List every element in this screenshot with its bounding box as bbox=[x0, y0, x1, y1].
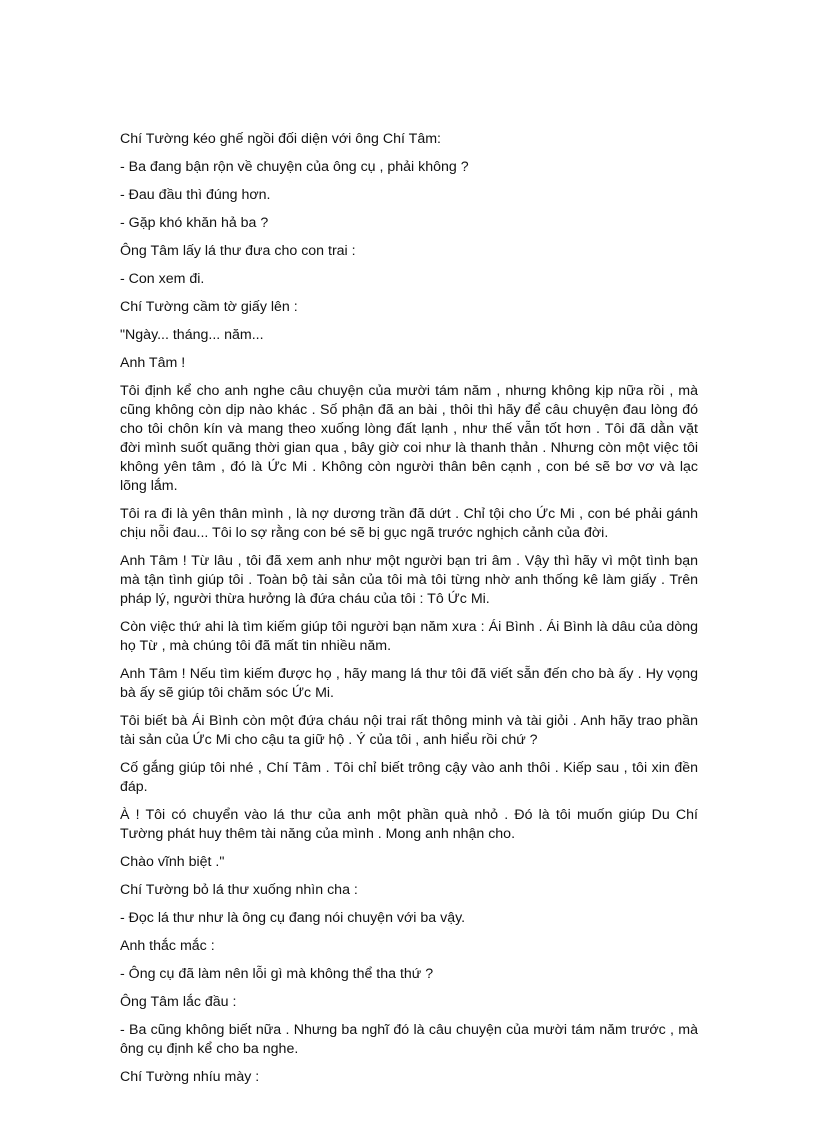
paragraph: Anh thắc mắc : bbox=[120, 938, 215, 954]
paragraph: Tôi ra đi là yên thân mình , là nợ dương trần đã dứt . Chỉ tội cho Ức Mi , con bé phải gánh chịu nỗi đau... Tôi lo sợ rằng con bé sẽ bị gục ngã trước nghịch cảnh của đời. bbox=[120, 506, 698, 541]
paragraph: - Con xem đi. bbox=[120, 271, 205, 287]
paragraph: Ông Tâm lắc đầu : bbox=[120, 994, 237, 1010]
paragraph: Anh Tâm ! Từ lâu , tôi đã xem anh như một người bạn tri âm . Vậy thì hãy vì một tình bạn mà tận tình giúp tôi . Toàn bộ tài sản của tôi mà tôi từng nhờ anh thống kê làm giấy . Trên pháp lý, người thừa hưởng là đứa cháu của tôi : Tô Ức Mi. bbox=[120, 553, 698, 607]
paragraph: Cố gắng giúp tôi nhé , Chí Tâm . Tôi chỉ biết trông cậy vào anh thôi . Kiếp sau , tôi xin đền đáp. bbox=[120, 760, 698, 795]
paragraph: - Ba cũng không biết nữa . Nhưng ba nghĩ đó là câu chuyện của mười tám năm trước , mà ông cụ định kể cho ba nghe. bbox=[120, 1022, 698, 1057]
paragraph: Anh Tâm ! Nếu tìm kiếm được họ , hãy mang lá thư tôi đã viết sẵn đến cho bà ấy . Hy vọng bà ấy sẽ giúp tôi chăm sóc Ức Mi. bbox=[120, 666, 698, 701]
paragraph: Còn việc thứ ahi là tìm kiếm giúp tôi người bạn năm xưa : Ái Bình . Ái Bình là dâu của dòng họ Từ , mà chúng tôi đã mất tin nhiều năm. bbox=[120, 619, 698, 654]
paragraph: - Ba đang bận rộn về chuyện của ông cụ , phải không ? bbox=[120, 159, 469, 175]
paragraph: Tôi biết bà Ái Bình còn một đứa cháu nội trai rất thông minh và tài giỏi . Anh hãy trao phần tài sản của Ức Mi cho cậu ta giữ hộ . Ý của tôi , anh hiểu rồi chứ ? bbox=[120, 713, 698, 748]
paragraph: - Đau đầu thì đúng hơn. bbox=[120, 187, 271, 203]
paragraph: Anh Tâm ! bbox=[120, 355, 186, 371]
paragraph: Tôi định kể cho anh nghe câu chuyện của mười tám năm , nhưng không kịp nữa rồi , mà cũng không còn dịp nào khác . Số phận đã an bài , thôi thì hãy để câu chuyện đau lòng đó cho tôi chôn kín và mang theo xuống lòng đất lạnh , như thế vẫn tốt hơn . Tôi đã dằn vặt đời mình suốt quãng thời gian qua , bây giờ coi như là thanh thản . Nhưng còn một việc tôi không yên tâm , đó là Ức Mi . Không còn người thân bên cạnh , con bé sẽ bơ vơ và lạc lõng lắm. bbox=[120, 383, 698, 494]
paragraph: À ! Tôi có chuyển vào lá thư của anh một phần quà nhỏ . Đó là tôi muốn giúp Du Chí Tường phát huy thêm tài năng của mình . Mong anh nhận cho. bbox=[120, 807, 698, 842]
paragraph: - Đọc lá thư như là ông cụ đang nói chuyện với ba vậy. bbox=[120, 910, 466, 926]
paragraph: - Ông cụ đã làm nên lỗi gì mà không thể tha thứ ? bbox=[120, 966, 434, 982]
paragraph: Chí Tường nhíu mày : bbox=[120, 1069, 260, 1085]
paragraph: Chí Tường kéo ghế ngồi đối diện với ông Chí Tâm: bbox=[120, 131, 441, 147]
paragraph: Chí Tường cầm tờ giấy lên : bbox=[120, 299, 298, 315]
paragraph: Ông Tâm lấy lá thư đưa cho con trai : bbox=[120, 243, 356, 259]
paragraph: - Gặp khó khăn hả ba ? bbox=[120, 215, 269, 231]
paragraph: Chào vĩnh biệt ." bbox=[120, 854, 225, 870]
paragraph: "Ngày... tháng... năm... bbox=[120, 327, 264, 343]
paragraph: Chí Tường bỏ lá thư xuống nhìn cha : bbox=[120, 882, 358, 898]
document-page bbox=[120, 130, 698, 1096]
